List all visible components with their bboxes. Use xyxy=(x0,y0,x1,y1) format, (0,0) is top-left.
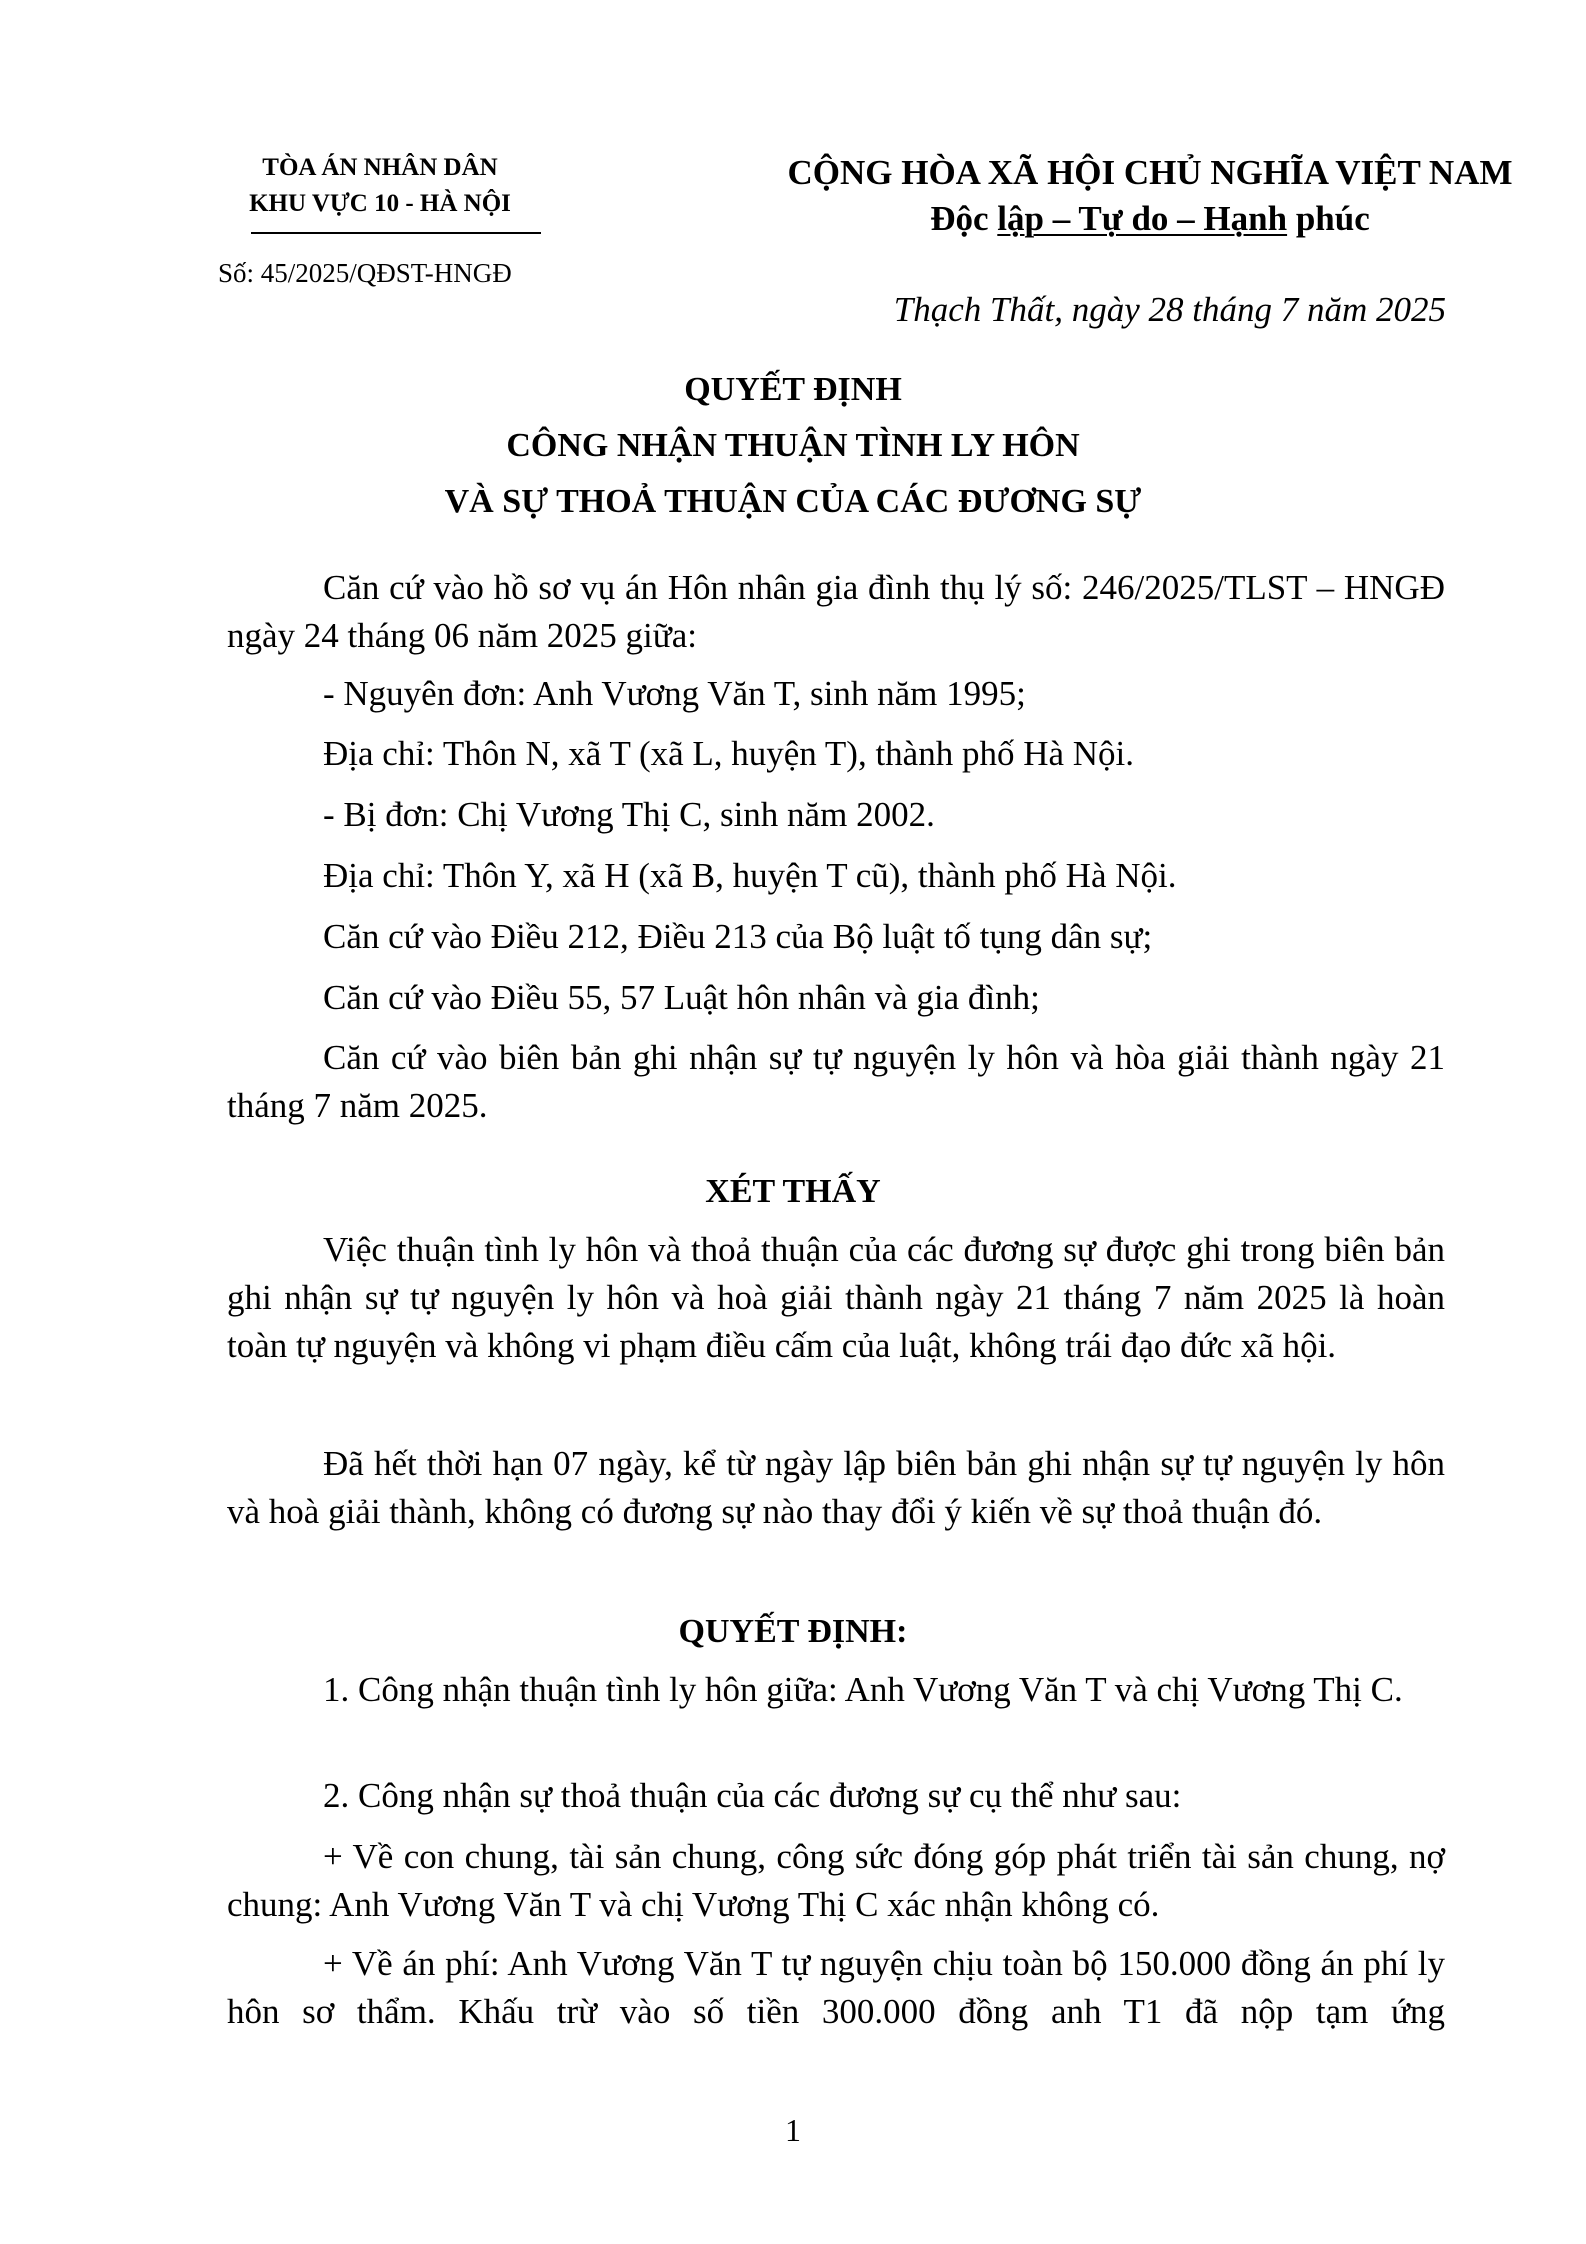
basis-civil-procedure: Căn cứ vào Điều 212, Điều 213 của Bộ luật tố tụng dân sự; xyxy=(323,917,1153,956)
decision-sub1 xyxy=(227,1833,1445,1929)
basis-record xyxy=(227,1034,1445,1130)
motto-part2: lập – Tự do – Hạnh xyxy=(997,199,1288,238)
title-line2: CÔNG NHẬN THUẬN TÌNH LY HÔN xyxy=(506,427,1080,464)
national-motto xyxy=(740,196,1560,242)
plaintiff-address: Địa chỉ: Thôn N, xã T (xã L, huyện T), thành phố Hà Nội. xyxy=(323,734,1135,773)
document-number: Số: 45/2025/QĐST-HNGĐ xyxy=(218,258,512,288)
findings-heading: XÉT THẤY xyxy=(705,1173,881,1210)
decision-item2: 2. Công nhận sự thoả thuận của các đương sự cụ thể như sau: xyxy=(323,1776,1182,1815)
motto-part1: Độc xyxy=(930,199,998,238)
plaintiff-line: - Nguyên đơn: Anh Vương Văn T, sinh năm 1995; xyxy=(323,674,1026,713)
defendant-line: - Bị đơn: Chị Vương Thị C, sinh năm 2002. xyxy=(323,795,935,834)
court-underline xyxy=(251,232,541,234)
court-name xyxy=(180,150,580,222)
decision-item1 xyxy=(227,1666,1445,1714)
findings-para2 xyxy=(227,1440,1445,1536)
place-date: Thạch Thất, ngày 28 tháng 7 năm 2025 xyxy=(893,290,1446,329)
decision-item1-text: 1. Công nhận thuận tình ly hôn giữa: Anh Vương Văn T và chị Vương Thị C. xyxy=(323,1670,1403,1709)
motto-part3: phúc xyxy=(1287,199,1370,238)
national-heading xyxy=(740,150,1560,242)
nation-name: CỘNG HÒA XÃ HỘI CHỦ NGHĨA VIỆT NAM xyxy=(787,153,1513,192)
decision-sub2-text: + Về án phí: Anh Vương Văn T tự nguyện chịu toàn bộ 150.000 đồng án phí ly hôn sơ thẩm. Khấu trừ vào số tiền 300.000 đồng anh T1 đã nộp tạm ứng xyxy=(227,1944,1445,2031)
page-number: 1 xyxy=(785,2112,801,2148)
basis-record-text: Căn cứ vào biên bản ghi nhận sự tự nguyện ly hôn và hòa giải thành ngày 21 tháng 7 năm 2025. xyxy=(227,1038,1445,1125)
title-line3: VÀ SỰ THOẢ THUẬN CỦA CÁC ĐƯƠNG SỰ xyxy=(444,483,1142,520)
basis-case-file-text: Căn cứ vào hồ sơ vụ án Hôn nhân gia đình thụ lý số: 246/2025/TLST – HNGĐ ngày 24 tháng 06 năm 2025 giữa: xyxy=(227,568,1445,655)
title-line1: QUYẾT ĐỊNH xyxy=(684,371,902,408)
decision-sub2 xyxy=(227,1940,1445,2036)
court-name-line1: TÒA ÁN NHÂN DÂN xyxy=(262,154,498,181)
decision-heading: QUYẾT ĐỊNH: xyxy=(678,1613,908,1650)
findings-para2-text: Đã hết thời hạn 07 ngày, kể từ ngày lập biên bản ghi nhận sự tự nguyện ly hôn và hoà giải thành, không có đương sự nào thay đổi ý kiến về sự thoả thuận đó. xyxy=(227,1444,1445,1531)
findings-para1 xyxy=(227,1226,1445,1370)
findings-para1-text: Việc thuận tình ly hôn và thoả thuận của các đương sự được ghi trong biên bản ghi nhận sự tự nguyện ly hôn và hoà giải thành ngày 21 tháng 7 năm 2025 là hoàn toàn tự nguyện và không vi phạm điều cấm của luật, không trái đạo đức xã hội. xyxy=(227,1230,1445,1365)
decision-sub1-text: + Về con chung, tài sản chung, công sức đóng góp phát triển tài sản chung, nợ chung: Anh Vương Văn T và chị Vương Thị C xác nhận không có. xyxy=(227,1837,1445,1924)
court-name-line2: KHU VỰC 10 - HÀ NỘI xyxy=(249,190,511,217)
basis-family-law: Căn cứ vào Điều 55, 57 Luật hôn nhân và gia đình; xyxy=(323,978,1040,1017)
basis-case-file xyxy=(227,564,1445,660)
defendant-address: Địa chỉ: Thôn Y, xã H (xã B, huyện T cũ), thành phố Hà Nội. xyxy=(323,856,1177,895)
